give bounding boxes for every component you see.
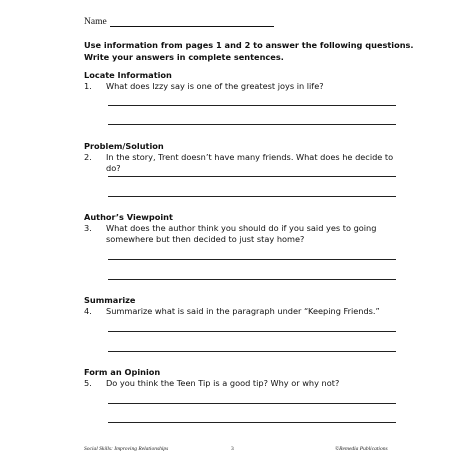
- question-text: What does Izzy say is one of the greatest joys in life?: [106, 81, 324, 91]
- answer-line-2b[interactable]: [108, 196, 396, 197]
- answer-line-3b[interactable]: [108, 279, 396, 280]
- section-summarize: [84, 295, 404, 317]
- answer-line-1a[interactable]: [108, 105, 396, 106]
- answer-line-3a[interactable]: [108, 259, 396, 260]
- instruction-line-1: Use information from pages 1 and 2 to answer the following questions.: [84, 40, 414, 50]
- question-text: What does the author think you should do if you said yes to going somewhere but then decided to just stay home?: [106, 223, 377, 244]
- instructions: [84, 39, 414, 63]
- section-authors-viewpoint: [84, 212, 404, 245]
- answer-line-1b[interactable]: [108, 124, 396, 125]
- question-3: [84, 223, 404, 245]
- answer-line-4b[interactable]: [108, 351, 396, 352]
- question-1: [84, 81, 404, 92]
- question-number: 1.: [84, 81, 92, 91]
- section-title: Form an Opinion: [84, 367, 161, 377]
- section-title: Summarize: [84, 295, 136, 305]
- section-title: Problem/Solution: [84, 141, 164, 151]
- footer-page-number: 3: [231, 446, 234, 452]
- question-text: Do you think the Teen Tip is a good tip? Why or why not?: [106, 378, 340, 388]
- section-locate-information: [84, 70, 404, 92]
- answer-line-5a[interactable]: [108, 403, 396, 404]
- question-number: 2.: [84, 152, 92, 162]
- question-number: 4.: [84, 306, 92, 316]
- answer-line-5b[interactable]: [108, 422, 396, 423]
- footer-book-title: Social Skills: Improving Relationships: [84, 446, 169, 452]
- question-2: [84, 152, 404, 174]
- section-form-an-opinion: [84, 367, 404, 389]
- footer-publisher: ©Remedia Publications: [335, 446, 388, 452]
- section-problem-solution: [84, 141, 404, 174]
- question-5: [84, 378, 404, 389]
- name-row: [84, 17, 274, 27]
- question-4: [84, 306, 404, 317]
- answer-line-2a[interactable]: [108, 176, 396, 177]
- section-title: Locate Information: [84, 70, 172, 80]
- name-input-line[interactable]: [110, 17, 274, 27]
- section-title: Author’s Viewpoint: [84, 212, 173, 222]
- instruction-line-2: Write your answers in complete sentences.: [84, 52, 284, 62]
- question-number: 5.: [84, 378, 92, 388]
- name-label: Name: [84, 17, 107, 27]
- question-text: Summarize what is said in the paragraph under “Keeping Friends.”: [106, 306, 380, 316]
- answer-line-4a[interactable]: [108, 331, 396, 332]
- question-text: In the story, Trent doesn’t have many friends. What does he decide to do?: [106, 152, 394, 173]
- question-number: 3.: [84, 223, 92, 233]
